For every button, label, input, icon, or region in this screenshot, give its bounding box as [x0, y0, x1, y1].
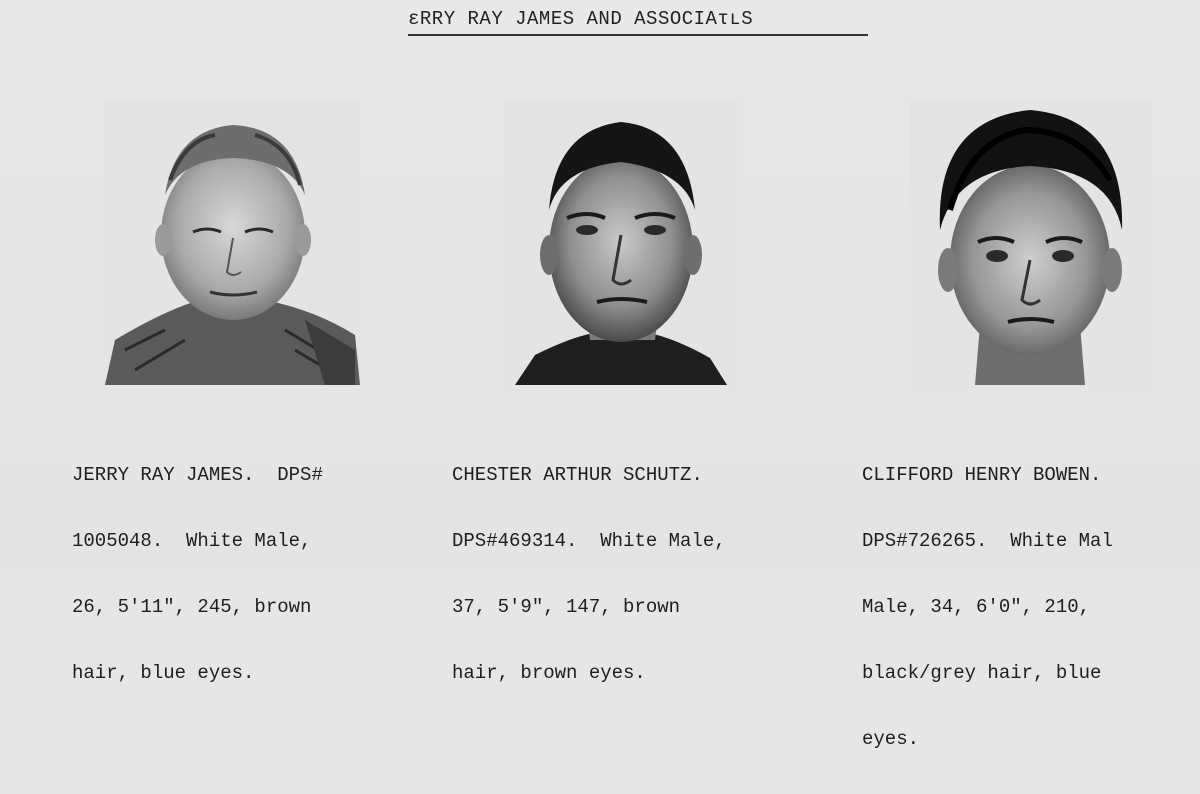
caption-line: JERRY RAY JAMES. DPS#: [72, 464, 323, 486]
caption-line: hair, blue eyes.: [72, 662, 255, 684]
caption-clifford-henry-bowen: [862, 420, 1113, 794]
caption-line: Male, 34, 6'0", 210,: [862, 596, 1091, 618]
mugshot-photo-jerry-ray-james: [105, 100, 360, 385]
page-title: ɛRRY RAY JAMES AND ASSOCIAτʟS: [408, 8, 868, 36]
caption-line: black/grey hair, blue: [862, 662, 1102, 684]
caption-line: 1005048. White Male,: [72, 530, 312, 552]
caption-chester-arthur-schutz: [452, 420, 726, 728]
caption-line: DPS#469314. White Male,: [452, 530, 726, 552]
caption-line: 26, 5'11", 245, brown: [72, 596, 312, 618]
caption-line: eyes.: [862, 728, 920, 750]
caption-line: CLIFFORD HENRY BOWEN.: [862, 464, 1102, 486]
mugshot-photo-clifford-henry-bowen: [910, 100, 1152, 385]
mugshot-photo-chester-arthur-schutz: [505, 100, 737, 385]
caption-line: CHESTER ARTHUR SCHUTZ.: [452, 464, 703, 486]
caption-jerry-ray-james: [72, 420, 323, 728]
caption-line: DPS#726265. White Mal: [862, 530, 1113, 552]
caption-line: 37, 5'9", 147, brown: [452, 596, 681, 618]
caption-line: hair, brown eyes.: [452, 662, 646, 684]
